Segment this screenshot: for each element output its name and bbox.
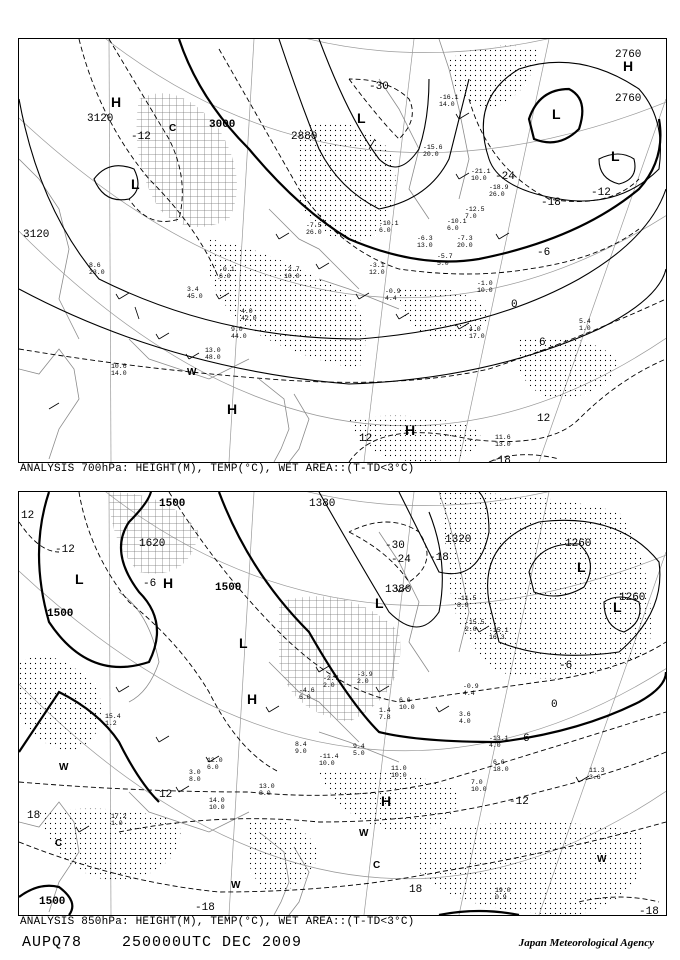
- temp-label: -18: [541, 197, 561, 209]
- station-depression: 18.0: [493, 766, 509, 773]
- station-700-22: [187, 286, 203, 300]
- station-700-6: [369, 262, 385, 276]
- temp-label: 18: [409, 884, 423, 896]
- station-depression: 4.4: [385, 295, 397, 302]
- temp-label: -18: [639, 906, 659, 915]
- station-temp: -0.9: [463, 683, 479, 690]
- station-700-2: [417, 235, 433, 249]
- product-header: [22, 934, 302, 951]
- temp-label: -24: [495, 171, 515, 183]
- temp-label: -12: [591, 187, 611, 199]
- high-marker: H: [111, 94, 122, 110]
- station-depression: 16.3: [489, 634, 505, 641]
- warm-marker: W: [597, 854, 607, 865]
- warm-marker: W: [187, 367, 197, 378]
- caption-850hpa: ANALYSIS 850hPa: HEIGHT(M), TEMP(°C), WET AREA::(T-TD<3°C): [20, 916, 415, 928]
- temp-label: -30: [369, 81, 389, 93]
- station-temp: -11.4: [319, 753, 339, 760]
- station-700-1: [379, 220, 399, 234]
- station-depression: 6.0: [447, 225, 459, 232]
- station-700-15: [439, 94, 459, 108]
- station-depression: 1.2: [105, 720, 117, 727]
- station-depression: 1.0: [579, 325, 591, 332]
- station-850-20: [105, 713, 121, 727]
- chart-850hpa: [18, 491, 667, 916]
- station-depression: 2.0: [357, 678, 369, 685]
- high-marker: H: [227, 401, 238, 417]
- station-700-9: [469, 326, 485, 340]
- station-temp: 14.0: [209, 797, 225, 804]
- station-700-0: [306, 222, 322, 236]
- station-temp: 4.0: [241, 308, 253, 315]
- station-depression: 6.0: [379, 227, 391, 234]
- low-marker: L: [375, 595, 384, 611]
- station-700-21: [89, 262, 105, 276]
- station-depression: 0.9: [495, 894, 507, 901]
- station-depression: 7.0: [465, 213, 477, 220]
- station-depression: 1.0: [111, 820, 123, 827]
- temp-label: -18: [429, 552, 449, 564]
- height-label: 3000: [209, 119, 236, 131]
- station-temp: -13.1: [489, 735, 509, 742]
- temp-label: -12: [131, 131, 151, 143]
- station-temp: -5.7: [437, 253, 453, 260]
- station-850-14: [353, 743, 365, 757]
- low-marker: L: [552, 106, 561, 122]
- cold-marker: C: [55, 838, 63, 849]
- cold-marker: C: [373, 860, 381, 871]
- station-temp: -15.6: [423, 144, 443, 151]
- station-depression: 4.0: [489, 742, 501, 749]
- temp-label: 0: [551, 699, 558, 711]
- height-label: 1500: [47, 608, 74, 620]
- station-depression: 23.0: [89, 269, 105, 276]
- station-temp: -16.1: [439, 94, 459, 101]
- station-850-11: [209, 797, 225, 811]
- station-temp: -1.0: [477, 280, 493, 287]
- station-depression: 9.0: [295, 748, 307, 755]
- station-850-12: [399, 697, 415, 711]
- station-temp: 12.0: [207, 757, 223, 764]
- station-700-13: [111, 363, 127, 377]
- low-marker: L: [239, 635, 248, 651]
- station-temp: 1.4: [379, 707, 391, 714]
- station-850-7: [471, 779, 487, 793]
- height-label: 1500: [215, 582, 242, 594]
- station-700-3: [457, 235, 473, 249]
- station-700-16: [423, 144, 443, 158]
- low-marker: L: [613, 599, 622, 615]
- station-temp: -0.9: [385, 288, 401, 295]
- station-700-12: [205, 347, 221, 361]
- station-850-6: [493, 759, 509, 773]
- station-depression: 4.4: [463, 690, 475, 697]
- station-850-10: [259, 783, 275, 797]
- caption-700hpa: ANALYSIS 700hPa: HEIGHT(M), TEMP(°C), WET AREA::(T-TD<3°C): [20, 463, 415, 475]
- temp-label: 6: [523, 733, 530, 745]
- temp-label: -6: [537, 247, 551, 259]
- station-850-13: [379, 707, 391, 721]
- station-temp: 6.6: [399, 697, 411, 704]
- station-700-19: [465, 206, 485, 220]
- station-temp: 13.0: [259, 783, 275, 790]
- station-850-18: [207, 757, 223, 771]
- station-850-19: [189, 769, 201, 783]
- temp-label: 18: [27, 810, 41, 822]
- station-700-17: [471, 168, 491, 182]
- station-temp: -18.9: [489, 184, 509, 191]
- station-depression: 8.0: [457, 602, 469, 609]
- station-depression: 26.0: [489, 191, 505, 198]
- station-700-10: [579, 318, 591, 332]
- station-depression: 7.8: [379, 714, 391, 721]
- station-temp: 3.4: [187, 286, 199, 293]
- height-label: 1380: [309, 498, 336, 510]
- cold-marker: C: [169, 123, 177, 134]
- station-depression: 14.0: [111, 370, 127, 377]
- height-label: 1380: [385, 584, 412, 596]
- high-marker: H: [247, 691, 258, 707]
- temp-label: -18: [195, 902, 215, 914]
- high-marker: H: [623, 58, 634, 74]
- station-temp: 9.4: [353, 743, 365, 750]
- height-label: 1500: [159, 498, 186, 510]
- temp-label: 12: [359, 433, 373, 445]
- station-depression: 6.0: [219, 273, 231, 280]
- station-temp: -3.9: [357, 671, 373, 678]
- chart-700hpa: [18, 38, 667, 463]
- station-temp: 10.6: [111, 363, 127, 370]
- station-depression: 26.0: [306, 229, 322, 236]
- station-temp: -15.5: [465, 619, 485, 626]
- station-850-3: [463, 683, 479, 697]
- temp-label: -18: [491, 455, 511, 462]
- station-depression: 10.0: [319, 760, 335, 767]
- station-depression: 8.0: [259, 790, 271, 797]
- temp-label: 0: [511, 299, 518, 311]
- temp-label: -6: [143, 578, 157, 590]
- station-850-23: [319, 753, 339, 767]
- station-850-4: [459, 711, 471, 725]
- height-label: 1620: [139, 538, 166, 550]
- station-depression: 45.0: [187, 293, 203, 300]
- station-850-5: [391, 765, 407, 779]
- station-temp: 5.4: [579, 318, 591, 325]
- temp-label: -6: [559, 660, 573, 672]
- station-depression: 2.0: [465, 626, 477, 633]
- station-temp: -7.3: [457, 235, 473, 242]
- station-depression: 10.0: [477, 287, 493, 294]
- station-temp: 11.3: [589, 767, 605, 774]
- high-marker: H: [381, 793, 392, 809]
- station-depression: 6.0: [207, 764, 219, 771]
- height-label: 3120: [87, 113, 114, 125]
- station-temp: -0.1: [219, 266, 235, 273]
- station-temp: 13.0: [205, 347, 221, 354]
- height-label: 3120: [23, 229, 50, 241]
- station-700-8: [477, 280, 493, 294]
- station-depression: 20.0: [457, 242, 473, 249]
- station-850-8: [589, 767, 605, 781]
- station-temp: -4.6: [299, 687, 315, 694]
- temp-label: 12: [537, 413, 551, 425]
- station-temp: 7.0: [471, 779, 483, 786]
- station-depression: 42.0: [241, 315, 257, 322]
- station-700-4: [437, 253, 453, 267]
- station-depression: 5.0: [437, 260, 449, 267]
- station-temp: 11.6: [495, 434, 511, 441]
- temp-label: -12: [509, 796, 529, 808]
- product-code: AUPQ78: [22, 934, 83, 951]
- temp-label: -30: [385, 540, 405, 552]
- station-temp: 8.4: [295, 741, 307, 748]
- low-marker: L: [577, 559, 586, 575]
- station-depression: 2.0: [323, 682, 335, 689]
- station-temp: 19.0: [495, 887, 511, 894]
- station-temp: -6.3: [417, 235, 433, 242]
- high-marker: H: [405, 422, 416, 438]
- agency-credit: Japan Meteorological Agency: [518, 937, 654, 949]
- station-temp: -10.1: [379, 220, 399, 227]
- height-label: 1260: [565, 538, 592, 550]
- station-depression: 4.0: [459, 718, 471, 725]
- station-temp: 3.6: [459, 711, 471, 718]
- station-temp: 9.0: [231, 326, 243, 333]
- station-700-7: [385, 288, 401, 302]
- station-temp: -7.5: [306, 222, 322, 229]
- height-label: 1260: [619, 592, 646, 604]
- height-label: 2880: [291, 131, 318, 143]
- station-temp: 6.6: [493, 759, 505, 766]
- station-temp: -12.5: [465, 206, 485, 213]
- low-marker: L: [357, 110, 366, 126]
- station-temp: 4.0: [469, 326, 481, 333]
- height-label: 1320: [445, 534, 472, 546]
- station-temp: 8.6: [89, 262, 101, 269]
- station-depression: 44.0: [231, 333, 247, 340]
- station-depression: 13.0: [495, 441, 511, 448]
- station-temp: -3.1: [369, 262, 385, 269]
- station-temp: 3.0: [189, 769, 201, 776]
- station-temp: -2.7: [284, 266, 300, 273]
- analysis-datetime: 250000UTC DEC 2009: [122, 934, 303, 951]
- station-temp: 17.2: [111, 813, 127, 820]
- station-depression: 14.0: [439, 101, 455, 108]
- station-temp: -21.1: [471, 168, 491, 175]
- station-depression: 3.6: [589, 774, 601, 781]
- temp-label: 12: [21, 510, 35, 522]
- station-temp: 15.4: [105, 713, 121, 720]
- station-depression: 10.0: [471, 175, 487, 182]
- station-depression: 5.0: [353, 750, 365, 757]
- map-700hpa: [19, 39, 666, 462]
- station-depression: 20.0: [423, 151, 439, 158]
- station-depression: 10.0: [284, 273, 300, 280]
- station-depression: 17.0: [469, 333, 485, 340]
- station-700-5: [284, 266, 300, 280]
- temp-label: -24: [391, 554, 411, 566]
- low-marker: L: [611, 148, 620, 164]
- map-850hpa: [19, 492, 666, 915]
- station-depression: 10.0: [209, 804, 225, 811]
- station-depression: 10.0: [391, 772, 407, 779]
- station-700-18: [489, 184, 509, 198]
- station-depression: 13.0: [417, 242, 433, 249]
- station-temp: -2.7: [323, 675, 339, 682]
- station-temp: -11.5: [457, 595, 477, 602]
- station-depression: 6.0: [299, 694, 311, 701]
- station-temp: -10.1: [447, 218, 467, 225]
- station-700-20: [447, 218, 467, 232]
- station-depression: 10.0: [471, 786, 487, 793]
- warm-marker: W: [359, 828, 369, 839]
- high-marker: H: [163, 575, 174, 591]
- temp-label: 12: [159, 789, 173, 801]
- station-700-14: [495, 434, 511, 448]
- station-temp: 11.0: [391, 765, 407, 772]
- temp-label: -12: [55, 544, 75, 556]
- low-marker: L: [131, 176, 140, 192]
- station-850-24: [295, 741, 307, 755]
- warm-marker: W: [231, 880, 241, 891]
- station-depression: 12.0: [369, 269, 385, 276]
- warm-marker: W: [59, 762, 69, 773]
- height-label: 1500: [39, 896, 66, 908]
- station-depression: 8.0: [189, 776, 201, 783]
- station-depression: 10.0: [399, 704, 415, 711]
- temp-label: 6: [539, 337, 546, 349]
- station-temp: -15.1: [489, 627, 509, 634]
- station-depression: 48.0: [205, 354, 221, 361]
- height-label: 2760: [615, 49, 642, 61]
- low-marker: L: [75, 571, 84, 587]
- height-label: 2760: [615, 93, 642, 105]
